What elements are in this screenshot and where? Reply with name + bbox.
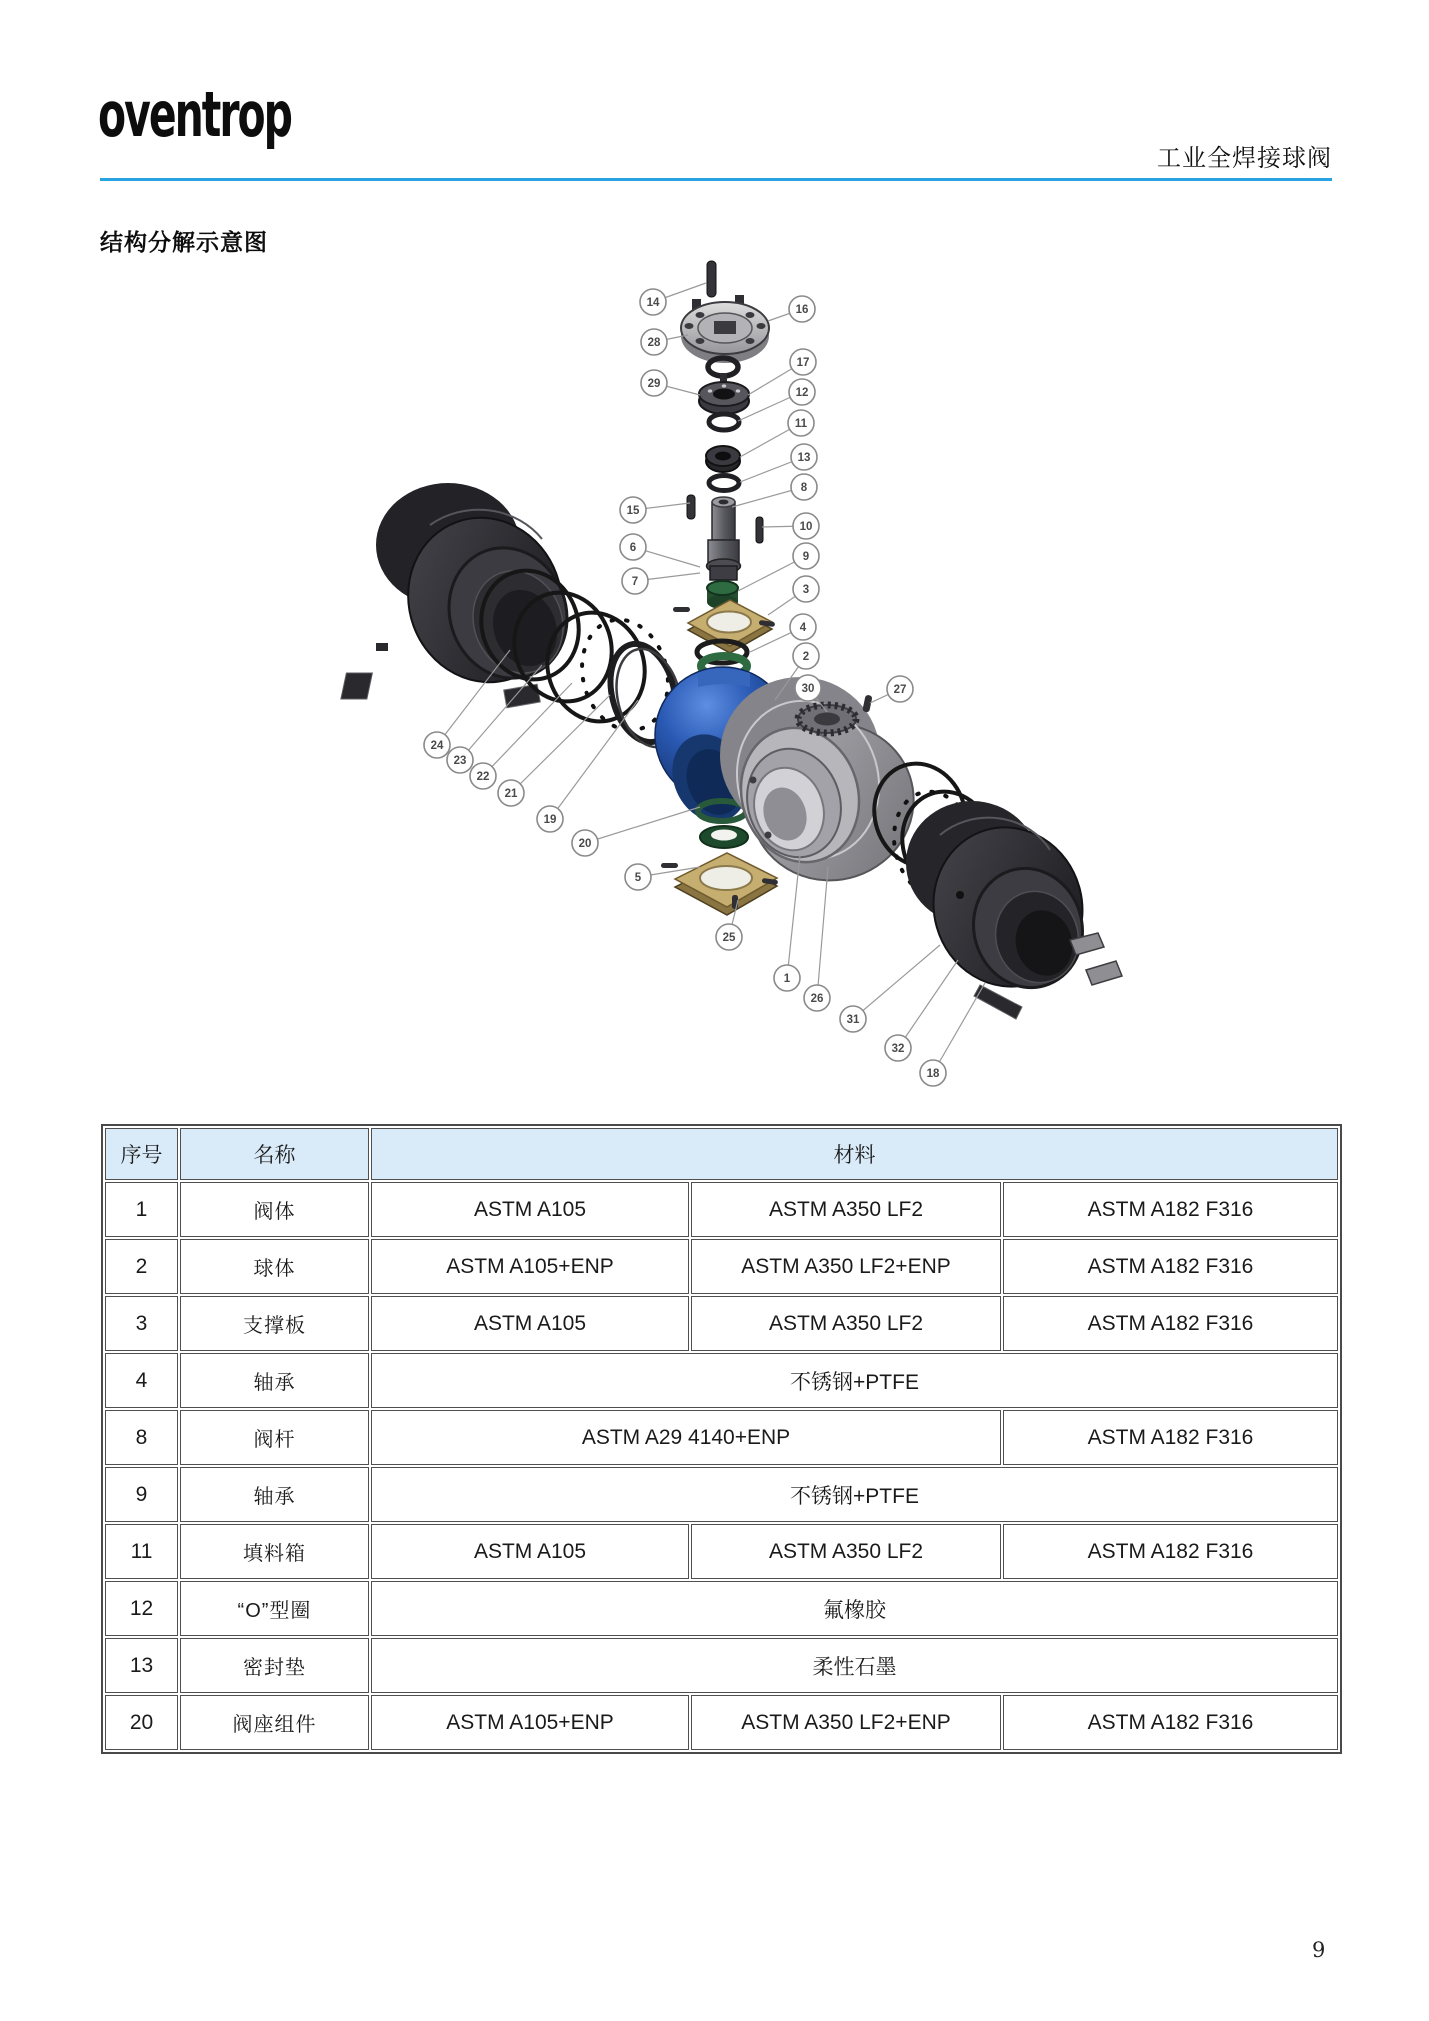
cell-no: 13 [105, 1638, 178, 1693]
cell-material: ASTM A182 F316 [1003, 1182, 1338, 1237]
cell-name: 支撑板 [180, 1296, 369, 1351]
svg-text:31: 31 [846, 1014, 860, 1026]
svg-text:21: 21 [504, 788, 518, 800]
callout-26 [804, 867, 830, 1011]
col-header-no: 序号 [105, 1128, 178, 1180]
cell-no: 8 [105, 1410, 178, 1465]
cell-no: 3 [105, 1296, 178, 1351]
callout-15 [620, 497, 690, 523]
cell-material: ASTM A105 [371, 1524, 689, 1579]
cell-material: 不锈钢+PTFE [371, 1353, 1338, 1408]
mounting-flange [681, 295, 769, 363]
table-row [105, 1239, 1338, 1294]
table-row [105, 1353, 1338, 1408]
svg-text:16: 16 [795, 304, 809, 316]
svg-text:10: 10 [799, 521, 813, 533]
cell-name: 阀杆 [180, 1410, 369, 1465]
stem-key-left [687, 495, 695, 519]
svg-text:18: 18 [926, 1068, 940, 1080]
callout-27 [870, 676, 913, 703]
cell-material: ASTM A350 LF2+ENP [691, 1239, 1001, 1294]
cell-material: ASTM A182 F316 [1003, 1524, 1338, 1579]
callout-1 [774, 855, 800, 991]
cell-material: 不锈钢+PTFE [371, 1467, 1338, 1522]
svg-text:32: 32 [891, 1043, 905, 1055]
table-row [105, 1695, 1338, 1750]
table-row [105, 1410, 1338, 1465]
lower-support-plate [661, 853, 778, 915]
table-header-row [105, 1128, 1338, 1180]
oventrop-logo: oventrop [98, 78, 291, 151]
section-title: 结构分解示意图 [100, 229, 268, 255]
svg-text:6: 6 [629, 542, 637, 554]
cell-name: 轴承 [180, 1467, 369, 1522]
svg-text:25: 25 [722, 932, 736, 944]
svg-text:26: 26 [810, 993, 824, 1005]
cell-material: ASTM A105+ENP [371, 1695, 689, 1750]
gear-neck [798, 705, 856, 733]
svg-text:24: 24 [430, 740, 444, 752]
table-row [105, 1524, 1338, 1579]
svg-text:1: 1 [783, 973, 791, 985]
cell-material: ASTM A182 F316 [1003, 1239, 1338, 1294]
callout-32 [885, 960, 958, 1061]
callout-6 [620, 534, 700, 567]
svg-text:9: 9 [802, 551, 810, 563]
header-rule [100, 178, 1332, 181]
callout-7 [622, 568, 700, 594]
cell-material: ASTM A350 LF2 [691, 1182, 1001, 1237]
header-subtitle: 工业全焊接球阀 [1157, 145, 1332, 172]
cell-material: ASTM A105+ENP [371, 1239, 689, 1294]
exploded-diagram [280, 195, 1140, 1105]
callout-29 [641, 370, 700, 396]
cell-no: 4 [105, 1353, 178, 1408]
cell-no: 2 [105, 1239, 178, 1294]
svg-text:11: 11 [794, 418, 808, 430]
cell-material: 氟橡胶 [371, 1581, 1338, 1636]
materials-table-body [105, 1182, 1338, 1750]
cell-material: ASTM A29 4140+ENP [371, 1410, 1001, 1465]
right-weld-end [906, 801, 1122, 1019]
cell-no: 9 [105, 1467, 178, 1522]
callout-20 [572, 807, 700, 856]
cell-name: 阀座组件 [180, 1695, 369, 1750]
svg-text:13: 13 [797, 452, 811, 464]
table-row [105, 1581, 1338, 1636]
cell-material: ASTM A182 F316 [1003, 1296, 1338, 1351]
table-row [105, 1296, 1338, 1351]
cell-material: ASTM A105 [371, 1296, 689, 1351]
svg-text:28: 28 [647, 337, 661, 349]
svg-text:12: 12 [795, 387, 809, 399]
svg-text:22: 22 [476, 771, 490, 783]
callout-16 [768, 296, 815, 322]
page-number: 9 [1312, 1938, 1326, 1962]
cell-no: 12 [105, 1581, 178, 1636]
cell-name: 阀体 [180, 1182, 369, 1237]
svg-text:14: 14 [646, 297, 660, 309]
cell-no: 20 [105, 1695, 178, 1750]
svg-text:20: 20 [578, 838, 592, 850]
col-header-name: 名称 [180, 1128, 369, 1180]
callout-31 [840, 945, 940, 1032]
cell-name: 轴承 [180, 1353, 369, 1408]
svg-text:30: 30 [801, 683, 815, 695]
svg-text:7: 7 [631, 576, 639, 588]
o-ring-lower [709, 476, 739, 491]
svg-text:19: 19 [543, 814, 557, 826]
svg-text:17: 17 [796, 357, 810, 369]
cell-no: 11 [105, 1524, 178, 1579]
cell-material: ASTM A350 LF2 [691, 1296, 1001, 1351]
svg-text:29: 29 [647, 378, 661, 390]
cell-material: 柔性石墨 [371, 1638, 1338, 1693]
callout-8 [732, 474, 817, 507]
svg-text:27: 27 [893, 684, 907, 696]
svg-text:2: 2 [802, 651, 810, 663]
table-row [105, 1182, 1338, 1237]
cell-material: ASTM A350 LF2 [691, 1524, 1001, 1579]
svg-text:15: 15 [626, 505, 640, 517]
thrust-bearing [699, 373, 749, 414]
table-row [105, 1467, 1338, 1522]
cell-material: ASTM A182 F316 [1003, 1695, 1338, 1750]
svg-text:5: 5 [634, 872, 642, 884]
materials-table [101, 1124, 1342, 1754]
col-header-material: 材料 [371, 1128, 1338, 1180]
svg-text:4: 4 [799, 622, 807, 634]
svg-text:8: 8 [800, 482, 808, 494]
svg-text:3: 3 [802, 584, 810, 596]
valve-stem [707, 497, 741, 580]
cell-name: 密封垫 [180, 1638, 369, 1693]
support-plate [673, 600, 775, 653]
cell-material: ASTM A182 F316 [1003, 1410, 1338, 1465]
callout-3 [768, 576, 819, 615]
svg-text:23: 23 [453, 755, 467, 767]
cell-name: 填料箱 [180, 1524, 369, 1579]
o-ring-mid [709, 414, 739, 430]
cell-material: ASTM A350 LF2+ENP [691, 1695, 1001, 1750]
cell-material: ASTM A105 [371, 1182, 689, 1237]
stem-pin [707, 261, 716, 297]
stem-key-right [756, 517, 763, 543]
cell-name: 球体 [180, 1239, 369, 1294]
packing-ring [706, 446, 740, 472]
callout-10 [762, 513, 819, 539]
callout-18 [920, 983, 985, 1086]
cell-name: “O”型圈 [180, 1581, 369, 1636]
cell-no: 1 [105, 1182, 178, 1237]
table-row [105, 1638, 1338, 1693]
callout-21 [498, 695, 610, 806]
